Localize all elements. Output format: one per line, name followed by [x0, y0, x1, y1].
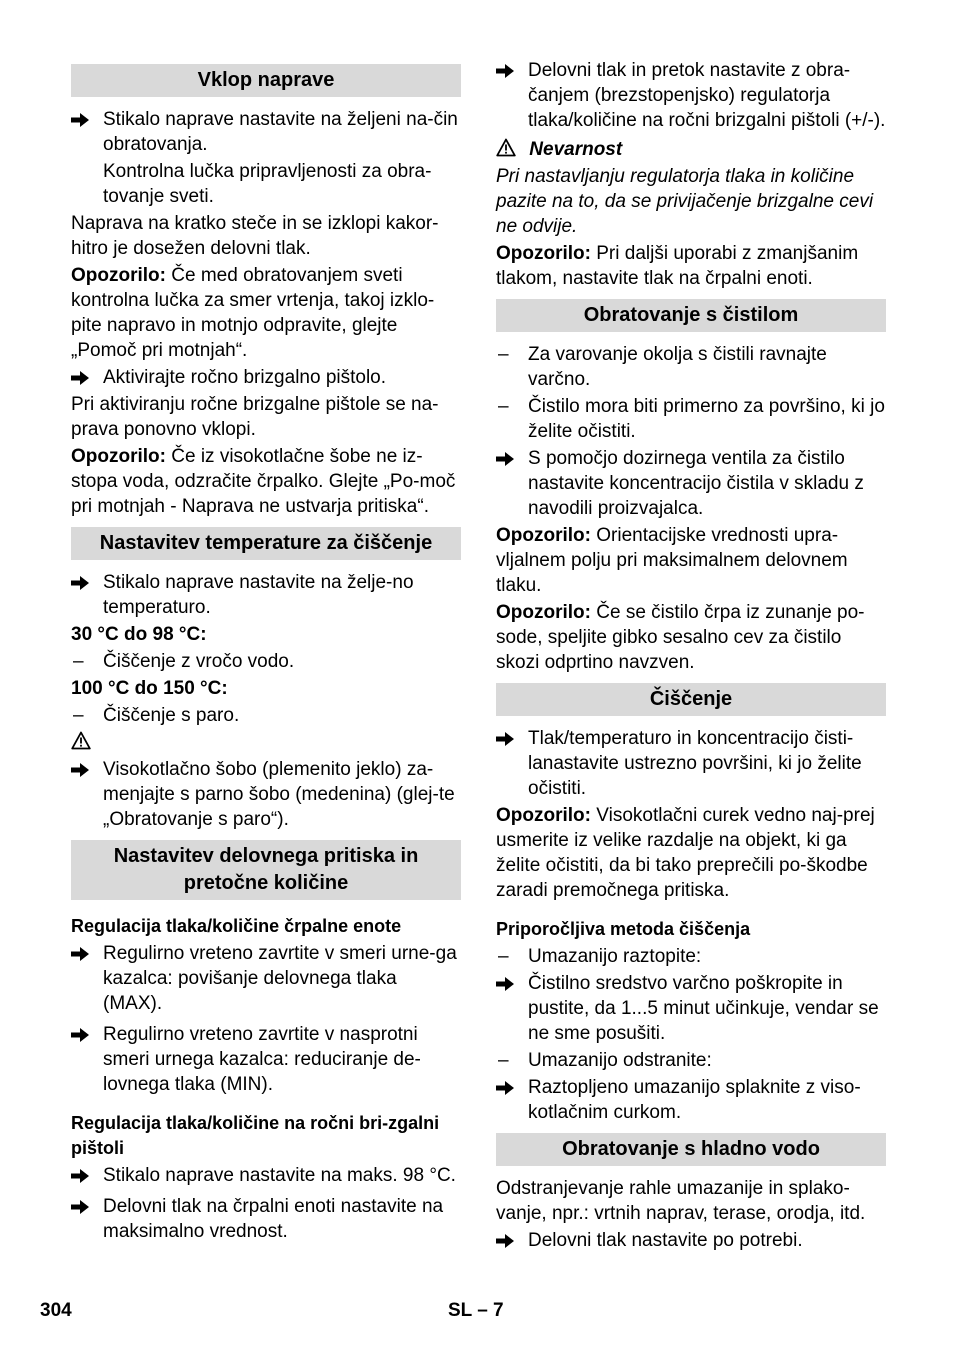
bullet-item: Delovni tlak na črpalni enoti nastavite na maksimalno vrednost. — [71, 1194, 461, 1244]
page-number: 304 — [40, 1300, 72, 1321]
dash-item: – Čiščenje z vročo vodo. — [73, 651, 295, 672]
bullet-item: Stikalo naprave nastavite na maks. 98 °C. — [71, 1163, 461, 1188]
paragraph: Odstranjevanje rahle umazanije in splako-vanje, npr.: vrtnih naprav, terase, orodja, itd. — [496, 1178, 866, 1224]
dash-item: – Umazanijo raztopite: — [498, 946, 702, 967]
subheading: Regulacija tlaka/količine na ročni bri-zgalni pištoli — [71, 1113, 440, 1158]
bullet-item: Raztopljeno umazanijo splaknite z viso-kotlačnim curkom. — [496, 1075, 886, 1125]
note-paragraph: Opozorilo: Orientacijske vrednosti upra-vljalnem polju pri maksimalnem delovnem tlaku. — [496, 525, 848, 596]
note-paragraph: Opozorilo: Če se čistilo črpa iz zunanje po-sode, speljite gibko sesalno cev za čistilo skozi odprtino navzven. — [496, 602, 865, 673]
arrow-right-icon — [496, 971, 528, 1046]
arrow-right-icon — [71, 365, 103, 390]
bullet-item: Stikalo naprave nastavite na želje-no temperaturo. — [71, 570, 461, 620]
section-title-vklop: Vklop naprave — [71, 64, 461, 97]
bullet-item: Regulirno vreteno zavrtite v nasprotni smeri urnega kazalca: reduciranje de-lovnega tlaka (MIN). — [71, 1022, 461, 1097]
arrow-right-icon — [71, 570, 103, 620]
bullet-item: Stikalo naprave nastavite na željeni na-čin obratovanja. — [71, 107, 461, 157]
section-title-ciscenje: Čiščenje — [496, 683, 886, 716]
bullet-item: Regulirno vreteno zavrtite v smeri urne-ga kazalca: povišanje delovnega tlaka (MAX). — [71, 941, 461, 1016]
bullet-item: Visokotlačno šobo (plemenito jeklo) za-menjajte s parno šobo (medenina) (glej-te „Obratovanje s paro“). — [71, 757, 461, 832]
bullet-item: Tlak/temperaturo in koncentracijo čisti-lanastavite ustrezno površini, ki jo želite očistiti. — [496, 726, 886, 801]
warning-triangle-icon — [71, 730, 461, 755]
section-title-cistilo: Obratovanje s čistilom — [496, 299, 886, 332]
subheading: Priporočljiva metoda čiščenja — [496, 919, 751, 939]
language-page-label: SL – 7 — [448, 1300, 504, 1321]
arrow-right-icon — [71, 1163, 103, 1188]
bullet-item: Delovni tlak in pretok nastavite z obra-čanjem (brezstopenjsko) regulatorja tlaka/količine na ročni brizgalni pištoli (+/-). — [496, 58, 886, 133]
section-title-temperatura: Nastavitev temperature za čiščenje — [71, 527, 461, 560]
arrow-right-icon — [71, 1194, 103, 1244]
danger-text: Pri nastavljanju regulatorja tlaka in količine pazite na to, da se privijačenje brizgalne cevi ne odvije. — [496, 166, 874, 237]
paragraph: Pri aktiviranju ročne brizgalne pištole se na-prava ponovno vklopi. — [71, 394, 439, 440]
arrow-right-icon — [496, 726, 528, 801]
danger-heading: Nevarnost — [496, 137, 886, 162]
dash-item: – Čiščenje s paro. — [73, 705, 240, 726]
dash-item: – Za varovanje okolja s čistili ravnajte varčno. — [498, 344, 827, 390]
note-paragraph: Opozorilo: Visokotlačni curek vedno naj-prej usmerite iz velike razdalje na objekt, ki ga želite očistiti, da bi tako preprečili po-škodbe zaradi premočnega pritiska. — [496, 805, 875, 901]
section-title-pritisk: Nastavitev delovnega pritiska in pretočne količine — [71, 840, 461, 900]
arrow-right-icon — [496, 58, 528, 133]
warning-triangle-icon — [496, 139, 516, 160]
arrow-right-icon — [71, 107, 103, 157]
bullet-item: S pomočjo dozirnega ventila za čistilo nastavite koncentracijo čistila v skladu z navodili proizvajalca. — [496, 446, 886, 521]
right-column — [496, 58, 886, 1255]
dash-item: – Umazanijo odstranite: — [498, 1050, 712, 1071]
arrow-right-icon — [496, 1075, 528, 1125]
arrow-right-icon — [496, 1228, 528, 1253]
left-column — [71, 56, 461, 1246]
section-title-hladna-voda: Obratovanje s hladno vodo — [496, 1133, 886, 1166]
bullet-note: Kontrolna lučka pripravljenosti za obra-tovanje sveti. — [103, 161, 432, 207]
temp-range-heading: 100 °C do 150 °C: — [71, 678, 228, 699]
paragraph: Naprava na kratko steče in se izklopi kakor-hitro je dosežen delovni tlak. — [71, 213, 439, 259]
bullet-item: Čistilno sredstvo varčno poškropite in pustite, da 1...5 minut učinkuje, vendar se ne sme posušiti. — [496, 971, 886, 1046]
arrow-right-icon — [496, 446, 528, 521]
subheading: Regulacija tlaka/količine črpalne enote — [71, 916, 402, 936]
bullet-item: Aktivirajte ročno brizgalno pištolo. — [71, 365, 461, 390]
dash-item: – Čistilo mora biti primerno za površino, ki jo želite očistiti. — [498, 396, 885, 442]
arrow-right-icon — [71, 757, 103, 832]
arrow-right-icon — [71, 1022, 103, 1097]
temp-range-heading: 30 °C do 98 °C: — [71, 624, 207, 645]
arrow-right-icon — [71, 941, 103, 1016]
note-paragraph: Opozorilo: Pri daljši uporabi z zmanjšanim tlakom, nastavite tlak na črpalni enoti. — [496, 243, 859, 289]
bullet-item: Delovni tlak nastavite po potrebi. — [496, 1228, 886, 1253]
note-paragraph: Opozorilo: Če med obratovanjem sveti kontrolna lučka za smer vrtenja, takoj izklo-pite napravo in motnjo odpravite, glejte „Pomoč pri motnjah“. — [71, 265, 435, 361]
note-paragraph: Opozorilo: Če iz visokotlačne šobe ne iz-stopa voda, odzračite črpalko. Glejte „Po-moč pri motnjah - Naprava ne ustvarja pritiska“. — [71, 446, 456, 517]
